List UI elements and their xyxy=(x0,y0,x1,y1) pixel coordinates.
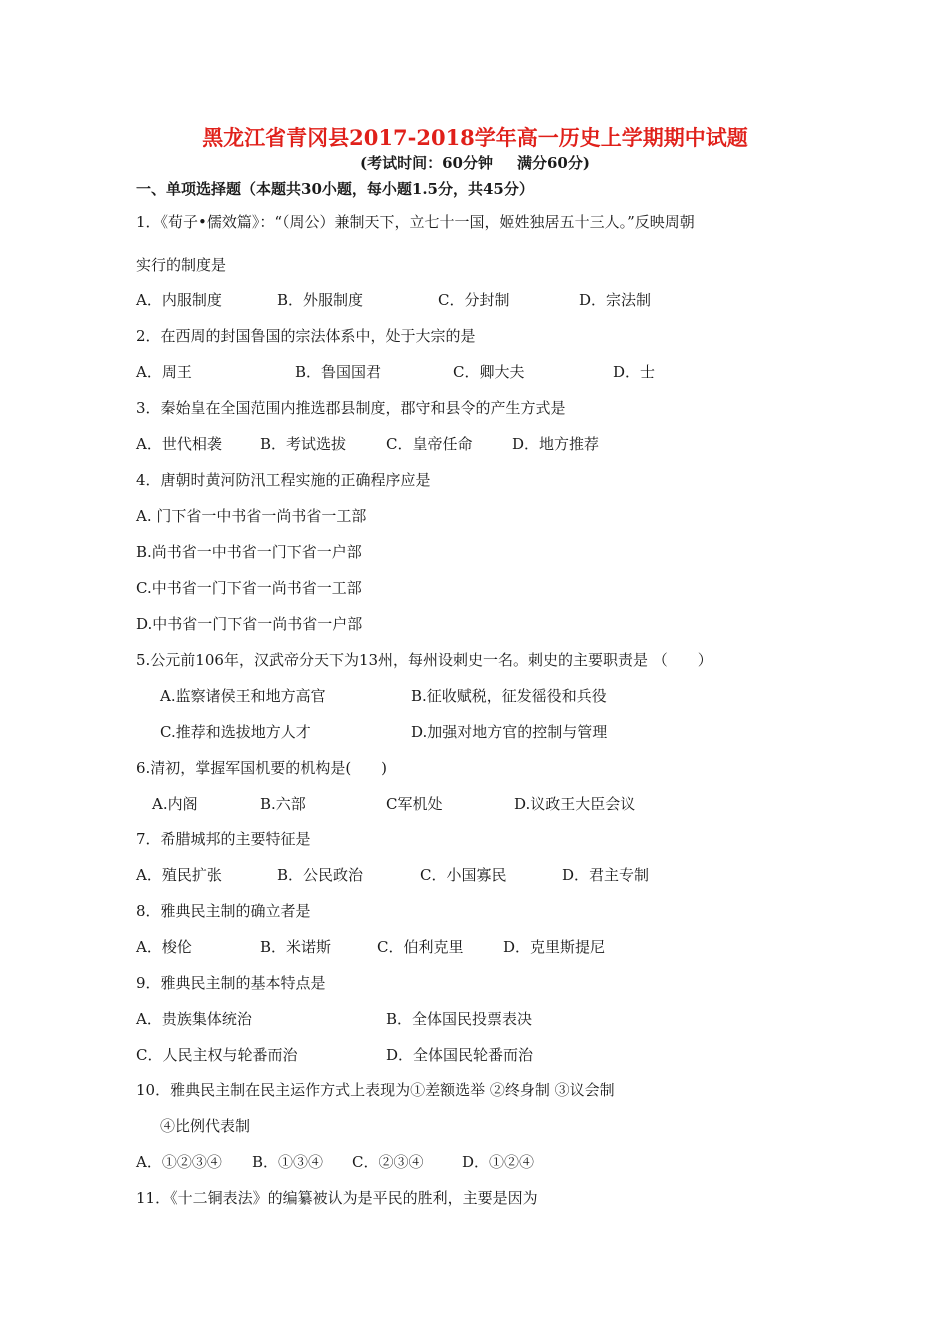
option-b: B．外服制度 xyxy=(277,291,364,309)
option-c: C.推荐和选拔地方人才 xyxy=(160,723,311,741)
question-10-stem: 10．雅典民主制在民主运作方式上表现为①差额选举 ②终身制 ③议会制 xyxy=(136,1081,615,1099)
option-a: A．周王 xyxy=(136,363,192,381)
option-d: D.议政王大臣会议 xyxy=(514,795,636,813)
question-6-stem: 6.清初，掌握军国机要的机构是( ) xyxy=(136,759,388,777)
option-b: B．①③④ xyxy=(252,1153,324,1171)
question-7-stem: 7．希腊城邦的主要特征是 xyxy=(136,830,311,848)
question-5-stem: 5.公元前106年，汉武帝分天下为13州，每州设刺史一名。刺史的主要职责是 （ ） xyxy=(136,651,713,669)
exam-subtitle xyxy=(0,152,950,173)
exam-title: 黑龙江省青冈县2017-2018学年高一历史上学期期中试题 xyxy=(202,125,748,150)
option-a: A．殖民扩张 xyxy=(136,866,222,884)
option-c: C.中书省一门下省一尚书省一工部 xyxy=(136,579,362,597)
option-c: C．伯利克里 xyxy=(377,938,464,956)
option-c: C．分封制 xyxy=(438,291,510,309)
option-a: A.监察诸侯王和地方高官 xyxy=(160,687,326,705)
exam-time: (考试时间：60分钟 xyxy=(360,154,493,172)
option-b: B．全体国民投票表决 xyxy=(386,1010,533,1028)
option-a: A．内服制度 xyxy=(136,291,222,309)
option-a: A. 门下省一中书省一尚书省一工部 xyxy=(136,507,367,525)
option-c: C．人民主权与轮番而治 xyxy=(136,1046,298,1064)
option-c: C．卿大夫 xyxy=(453,363,525,381)
question-9-stem: 9．雅典民主制的基本特点是 xyxy=(136,974,326,992)
option-d: D．士 xyxy=(613,363,656,381)
option-a: A．①②③④ xyxy=(136,1153,222,1171)
option-a: A．梭伦 xyxy=(136,938,192,956)
option-d: D.中书省一门下省一尚书省一户部 xyxy=(136,615,363,633)
option-a: A.内阁 xyxy=(152,795,198,813)
question-1-stem: 1．《荀子•儒效篇》：“（周公）兼制天下，立七十一国，姬姓独居五十三人。”反映周朝 xyxy=(136,213,695,231)
option-b: B．米诺斯 xyxy=(260,938,332,956)
option-c: C军机处 xyxy=(386,795,443,813)
option-d: D．宗法制 xyxy=(579,291,652,309)
question-10-stem-cont: ④比例代表制 xyxy=(160,1117,251,1135)
question-1-stem-cont: 实行的制度是 xyxy=(136,256,227,274)
question-4-stem: 4．唐朝时黄河防汛工程实施的正确程序应是 xyxy=(136,471,431,489)
exam-score: 满分60分) xyxy=(517,154,590,172)
question-11-stem: 11．《十二铜表法》的编纂被认为是平民的胜利，主要是因为 xyxy=(136,1189,538,1207)
option-d: D．①②④ xyxy=(462,1153,535,1171)
option-d: D.加强对地方官的控制与管理 xyxy=(411,723,608,741)
option-b: B．鲁国国君 xyxy=(295,363,382,381)
option-d: D．君主专制 xyxy=(562,866,650,884)
question-3-stem: 3．秦始皇在全国范围内推选郡县制度，郡守和县令的产生方式是 xyxy=(136,399,566,417)
option-a: A．世代相袭 xyxy=(136,435,222,453)
option-b: B.征收赋税，征发徭役和兵役 xyxy=(411,687,607,705)
option-b: B.尚书省一中书省一门下省一户部 xyxy=(136,543,362,561)
option-c: C．小国寡民 xyxy=(420,866,507,884)
option-b: B．考试选拔 xyxy=(260,435,347,453)
section-heading: 一、单项选择题（本题共30小题，每小题1.5分，共45分） xyxy=(136,180,534,198)
option-b: B.六部 xyxy=(260,795,306,813)
option-d: D．全体国民轮番而治 xyxy=(386,1046,534,1064)
option-c: C．皇帝任命 xyxy=(386,435,473,453)
option-c: C．②③④ xyxy=(352,1153,424,1171)
option-a: A．贵族集体统治 xyxy=(136,1010,252,1028)
question-2-stem: 2．在西周的封国鲁国的宗法体系中，处于大宗的是 xyxy=(136,327,476,345)
option-d: D．地方推荐 xyxy=(512,435,600,453)
option-b: B．公民政治 xyxy=(277,866,364,884)
option-d: D．克里斯提尼 xyxy=(503,938,606,956)
question-8-stem: 8．雅典民主制的确立者是 xyxy=(136,902,311,920)
